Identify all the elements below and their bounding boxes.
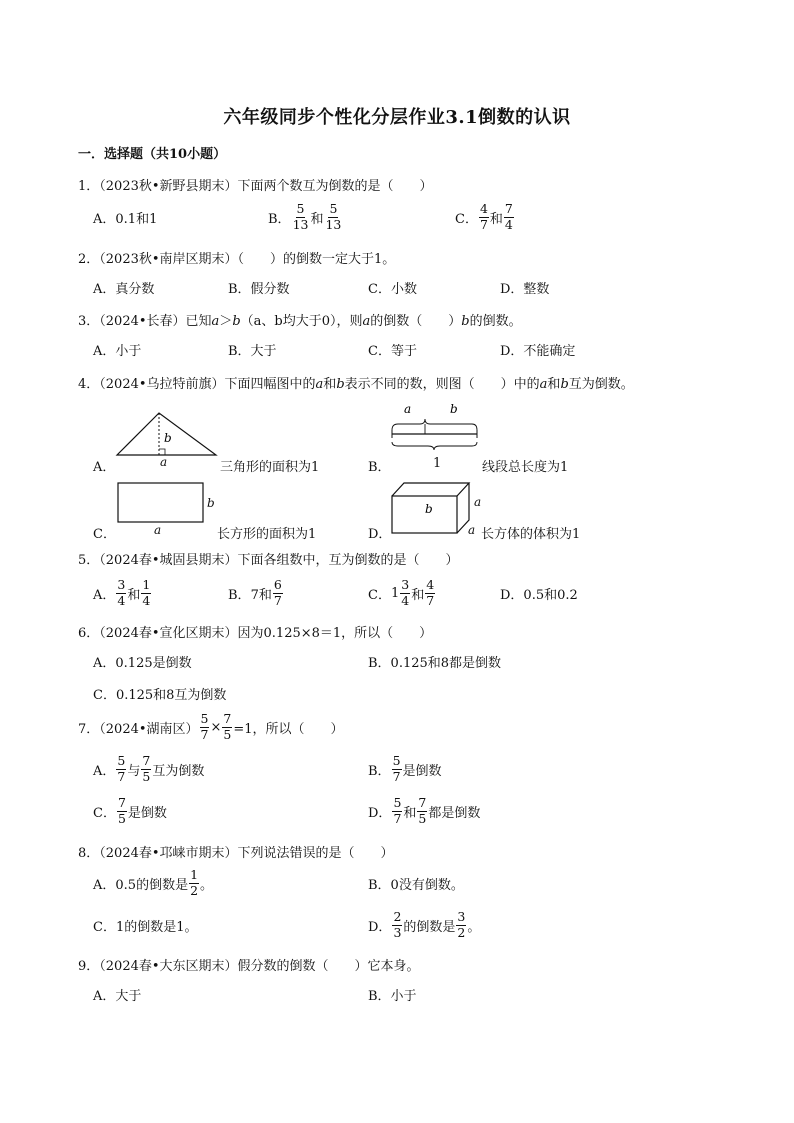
rectangle-length-label: a bbox=[154, 523, 162, 537]
fraction: $\frac{7}{5}$ bbox=[117, 795, 126, 826]
q4-option-b-label[interactable]: B． bbox=[368, 460, 391, 475]
q6-option-a[interactable]: A．0.125是倒数 bbox=[93, 655, 192, 671]
cuboid-b-label: b bbox=[425, 502, 433, 516]
cuboid-top-face bbox=[392, 483, 469, 496]
fraction: $\frac{5}{7}$ bbox=[200, 711, 209, 742]
question-8-options-row2 bbox=[93, 908, 734, 942]
q5-option-c[interactable]: C． 1 $\frac{3}{4}$ 和 $\frac{4}{7}$ bbox=[368, 577, 435, 608]
fraction: $\frac{5}{13}$ bbox=[292, 201, 309, 232]
q1-option-c[interactable]: C． $\frac{4}{7}$ 和 $\frac{7}{4}$ bbox=[455, 201, 513, 232]
question-9-options bbox=[93, 977, 734, 1011]
question-1-stem: 1．（2023秋•新野县期末）下面两个数互为倒数的是（ ） bbox=[78, 179, 433, 194]
question-2-stem: 2．（2023秋•南岸区期末）（ ）的倒数一定大于1。 bbox=[78, 252, 396, 267]
fraction: $\frac{2}{3}$ bbox=[393, 909, 402, 940]
q2-option-c[interactable]: C．小数 bbox=[368, 281, 417, 297]
section-heading: 一．选择题（共10小题） bbox=[78, 147, 227, 162]
q3-option-c[interactable]: C．等于 bbox=[368, 343, 417, 359]
question-7-options-row1 bbox=[93, 752, 734, 786]
q2-option-b[interactable]: B．假分数 bbox=[228, 281, 290, 297]
fraction: $\frac{4}{7}$ bbox=[426, 577, 435, 608]
segment-figure bbox=[388, 400, 484, 450]
q7-option-d[interactable]: D． $\frac{5}{7}$ 和 $\frac{7}{5}$ 都是倒数 bbox=[368, 795, 481, 826]
fraction: $\frac{5}{7}$ bbox=[393, 795, 402, 826]
q7-option-a[interactable]: A． $\frac{5}{7}$ 与 $\frac{7}{5}$ 互为倒数 bbox=[93, 753, 205, 784]
segment-total-label: 1 bbox=[433, 456, 442, 471]
q4-option-d-label[interactable]: D． bbox=[368, 527, 392, 542]
fraction: $\frac{3}{4}$ bbox=[117, 577, 126, 608]
q8-option-d[interactable]: D． $\frac{2}{3}$ 的倒数是 $\frac{3}{2}$ 。 bbox=[368, 909, 481, 940]
cuboid-figure bbox=[388, 478, 474, 538]
fraction: $\frac{4}{7}$ bbox=[479, 201, 488, 232]
question-8-options-row1 bbox=[93, 866, 734, 900]
question-2-options bbox=[93, 270, 734, 304]
question-3-stem: 3．（2024•长春）已知a＞b（a、b均大于0），则a的倒数（ ）b的倒数。 bbox=[78, 314, 522, 329]
fraction: $\frac{5}{7}$ bbox=[392, 753, 401, 784]
q8-option-a[interactable]: A． 0.5的倒数是 $\frac{1}{2}$ 。 bbox=[93, 867, 214, 898]
fraction: $\frac{3}{4}$ bbox=[401, 577, 410, 608]
brace-upper bbox=[392, 419, 477, 430]
question-1-options bbox=[93, 200, 734, 234]
q4-option-c-label[interactable]: C． bbox=[93, 527, 116, 542]
question-6-options-row1 bbox=[93, 644, 734, 678]
q3-option-a[interactable]: A．小于 bbox=[93, 343, 142, 359]
triangle-height-label: b bbox=[164, 431, 172, 445]
q4-option-c-text: 长方形的面积为1 bbox=[217, 527, 317, 542]
q1-option-a[interactable]: A． 0.1和1 bbox=[93, 211, 158, 227]
question-9-stem: 9．（2024春•大东区期末）假分数的倒数（ ）它本身。 bbox=[78, 959, 420, 974]
triangle-base-label: a bbox=[160, 455, 168, 469]
q3-option-b[interactable]: B．大于 bbox=[228, 343, 277, 359]
segment-a-label: a bbox=[404, 402, 412, 416]
q5-option-b[interactable]: B． 7和 $\frac{6}{7}$ bbox=[228, 577, 282, 608]
fraction: $\frac{5}{7}$ bbox=[117, 753, 126, 784]
cuboid-depth-label: a bbox=[468, 523, 476, 537]
question-7-stem: 7．（2024•湖南区） $\frac{5}{7}$ × $\frac{7}{5}$ =1，所以（ ） bbox=[78, 711, 344, 742]
q4-option-d-text: 长方体的体积为1 bbox=[481, 527, 581, 542]
page-title: 六年级同步个性化分层作业3.1倒数的认识 bbox=[223, 107, 571, 128]
fraction: $\frac{7}{5}$ bbox=[418, 795, 427, 826]
question-5-options bbox=[93, 576, 734, 610]
question-5-stem: 5．（2024春•城固县期末）下面各组数中，互为倒数的是（ ） bbox=[78, 553, 459, 568]
q5-option-d[interactable]: D．0.5和0.2 bbox=[500, 587, 578, 603]
fraction: $\frac{7}{5}$ bbox=[223, 711, 232, 742]
q1-option-b[interactable]: B． $\frac{5}{13}$ 和 $\frac{5}{13}$ bbox=[268, 201, 342, 232]
fraction: $\frac{7}{4}$ bbox=[504, 201, 513, 232]
q7-option-c[interactable]: C． $\frac{7}{5}$ 是倒数 bbox=[93, 795, 167, 826]
q4-option-a-text: 三角形的面积为1 bbox=[220, 460, 320, 475]
brace-lower bbox=[392, 442, 477, 450]
q2-option-a[interactable]: A．真分数 bbox=[93, 281, 155, 297]
question-6-options-row2 bbox=[93, 676, 734, 710]
q2-option-d[interactable]: D．整数 bbox=[500, 281, 550, 297]
question-7-options-row2 bbox=[93, 794, 734, 828]
q4-option-a-label[interactable]: A． bbox=[93, 460, 116, 475]
fraction: $\frac{6}{7}$ bbox=[273, 577, 282, 608]
fraction: $\frac{3}{2}$ bbox=[457, 909, 466, 940]
q9-option-b[interactable]: B．小于 bbox=[368, 988, 417, 1004]
rectangle-figure bbox=[116, 481, 206, 525]
question-6-stem: 6．（2024春•宣化区期末）因为0.125×8＝1，所以（ ） bbox=[78, 626, 433, 641]
fraction: $\frac{7}{5}$ bbox=[142, 753, 151, 784]
fraction: $\frac{1}{4}$ bbox=[142, 577, 151, 608]
q3-option-d[interactable]: D．不能确定 bbox=[500, 343, 576, 359]
q8-option-c[interactable]: C．1的倒数是1。 bbox=[93, 919, 198, 935]
triangle-figure bbox=[114, 410, 220, 460]
q9-option-a[interactable]: A．大于 bbox=[93, 988, 142, 1004]
fraction: $\frac{1}{2}$ bbox=[190, 867, 199, 898]
q6-option-b[interactable]: B．0.125和8都是倒数 bbox=[368, 655, 502, 671]
question-3-options bbox=[93, 332, 734, 366]
q5-option-a[interactable]: A． $\frac{3}{4}$ 和 $\frac{1}{4}$ bbox=[93, 577, 151, 608]
question-8-stem: 8．（2024春•邛崃市期末）下列说法错误的是（ ） bbox=[78, 846, 394, 861]
rectangle-outline bbox=[118, 483, 203, 522]
q6-option-c[interactable]: C．0.125和8互为倒数 bbox=[93, 687, 227, 703]
q8-option-b[interactable]: B．0没有倒数。 bbox=[368, 877, 464, 893]
question-4-stem: 4．（2024•乌拉特前旗）下面四幅图中的a和b表示不同的数，则图（ ）中的a和b互为倒数。 bbox=[78, 377, 634, 392]
cuboid-height-label: a bbox=[474, 495, 482, 509]
fraction: $\frac{5}{13}$ bbox=[325, 201, 342, 232]
rectangle-width-label: b bbox=[207, 496, 215, 510]
q4-option-b-text: 线段总长度为1 bbox=[482, 460, 569, 475]
q7-option-b[interactable]: B． $\frac{5}{7}$ 是倒数 bbox=[368, 753, 442, 784]
segment-b-label: b bbox=[450, 402, 458, 416]
